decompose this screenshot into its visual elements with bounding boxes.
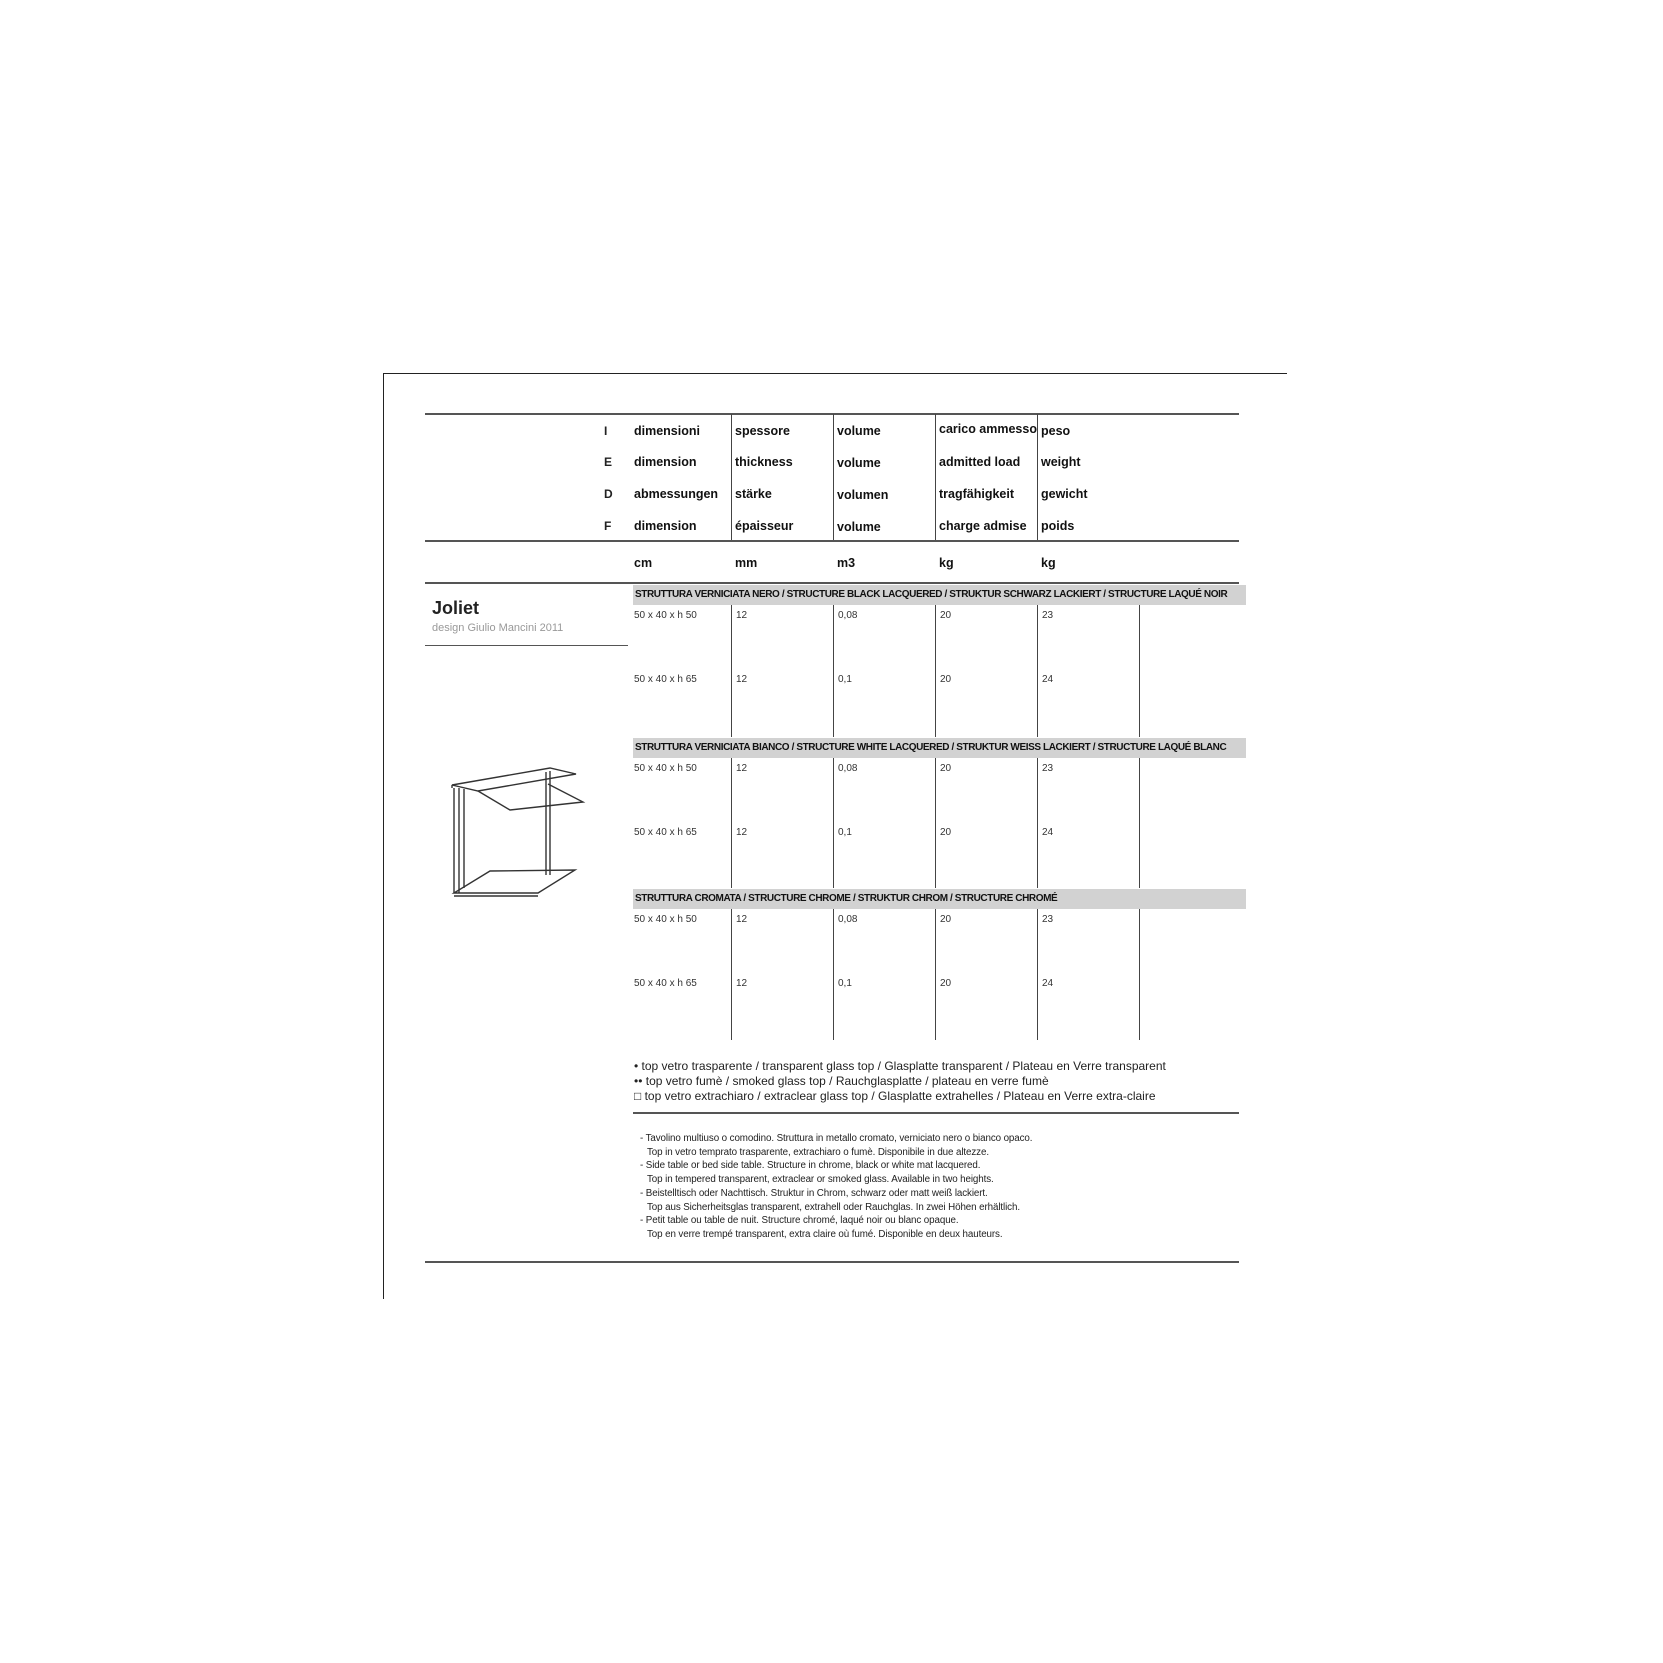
product-name: Joliet (432, 598, 480, 618)
frame-left-border (383, 373, 384, 1299)
header-label: volumen (837, 488, 889, 502)
cell-thickness: 12 (736, 610, 748, 621)
cell-volume: 0,1 (838, 978, 852, 989)
cell-dimension: 50 x 40 x h 65 (634, 978, 697, 989)
cell-weight: 23 (1042, 763, 1054, 774)
header-label: thickness (735, 455, 793, 469)
header-label: weight (1041, 455, 1081, 469)
header-top-rule (425, 413, 1239, 415)
header-label: charge admise (939, 519, 1027, 533)
header-label: dimensioni (634, 424, 700, 438)
description-line: Top in tempered transparent, extraclear or smoked glass. Available in two heights. (647, 1174, 994, 1185)
cell-dimension: 50 x 40 x h 50 (634, 610, 697, 621)
description-line: - Beistelltisch oder Nachttisch. Struktur in Chrom, schwarz oder matt weiß lackiert. (640, 1188, 988, 1199)
table-col-sep (731, 909, 732, 1040)
cell-dimension: 50 x 40 x h 65 (634, 674, 697, 685)
table-col-sep (935, 758, 936, 888)
cell-weight: 24 (1042, 827, 1054, 838)
cell-load: 20 (940, 914, 952, 925)
side-table-drawing (440, 760, 600, 905)
header-label: poids (1041, 519, 1075, 533)
table-col-sep (833, 605, 834, 737)
header-label: abmessungen (634, 487, 719, 501)
header-col-sep (731, 414, 732, 540)
description-line: - Side table or bed side table. Structure in chrome, black or white mat lacquered. (640, 1160, 981, 1171)
units-bottom-rule (425, 582, 1239, 584)
header-label: admitted load (939, 455, 1021, 469)
cell-thickness: 12 (736, 978, 748, 989)
header-col-sep (833, 414, 834, 540)
lang-code-f: F (604, 519, 612, 533)
header-label: dimension (634, 455, 697, 469)
header-label: épaisseur (735, 519, 794, 533)
header-col-sep (935, 414, 936, 540)
description-line: - Tavolino multiuso o comodino. Struttura in metallo cromato, verniciato nero o bianco opaco. (640, 1133, 1033, 1144)
header-label: volume (837, 424, 881, 438)
description-line: Top in vetro temprato trasparente, extrachiaro o fumè. Disponibile in due altezze. (647, 1147, 989, 1158)
cell-weight: 24 (1042, 674, 1054, 685)
unit-label: kg (1041, 556, 1056, 570)
unit-label: kg (939, 556, 954, 570)
lang-code-d: D (604, 487, 613, 501)
description-line: Top en verre trempé transparent, extra claire où fumé. Disponible en deux hauteurs. (647, 1229, 1003, 1240)
note-line: • top vetro trasparente / transparent glass top / Glasplatte transparent / Plateau en Verre transparent (634, 1059, 1166, 1073)
lang-code-e: E (604, 455, 613, 469)
cell-thickness: 12 (736, 827, 748, 838)
table-col-sep (1037, 909, 1038, 1040)
cell-dimension: 50 x 40 x h 50 (634, 763, 697, 774)
cell-volume: 0,08 (838, 763, 858, 774)
cell-weight: 23 (1042, 610, 1054, 621)
cell-volume: 0,1 (838, 674, 852, 685)
table-col-sep (1139, 909, 1140, 1040)
frame-top-border (383, 373, 1287, 374)
footer-rule (425, 1261, 1239, 1263)
table-col-sep (1139, 758, 1140, 888)
description-line: Top aus Sicherheitsglas transparent, extrahell oder Rauchglas. In zwei Höhen erhältlich. (647, 1202, 1020, 1213)
header-label: stärke (735, 487, 772, 501)
note-line: □ top vetro extrachiaro / extraclear glass top / Glasplatte extrahelles / Plateau en Verre extra-claire (634, 1089, 1156, 1103)
header-label: dimension (634, 519, 697, 533)
lang-code-i: I (604, 424, 608, 438)
header-label: carico ammesso (939, 422, 1037, 436)
table-col-sep (1139, 605, 1140, 737)
section-title-chrome: STRUTTURA CROMATA / STRUCTURE CHROME / STRUKTUR CHROM / STRUCTURE CHROMÉ (633, 889, 1246, 909)
table-col-sep (1037, 605, 1038, 737)
unit-label: m3 (837, 556, 856, 570)
cell-volume: 0,1 (838, 827, 852, 838)
cell-load: 20 (940, 674, 952, 685)
cell-thickness: 12 (736, 763, 748, 774)
table-col-sep (1037, 758, 1038, 888)
header-col-sep (1037, 414, 1038, 540)
table-col-sep (833, 758, 834, 888)
cell-load: 20 (940, 978, 952, 989)
header-label: gewicht (1041, 487, 1088, 501)
table-col-sep (935, 909, 936, 1040)
header-label: peso (1041, 424, 1071, 438)
cell-weight: 23 (1042, 914, 1054, 925)
cell-load: 20 (940, 763, 952, 774)
cell-dimension: 50 x 40 x h 50 (634, 914, 697, 925)
cell-volume: 0,08 (838, 610, 858, 621)
header-label: volume (837, 520, 881, 534)
note-line: •• top vetro fumè / smoked glass top / Rauchglasplatte / plateau en verre fumè (634, 1074, 1049, 1088)
header-bottom-rule (425, 540, 1239, 542)
cell-thickness: 12 (736, 674, 748, 685)
cell-load: 20 (940, 827, 952, 838)
header-label: tragfähigkeit (939, 487, 1015, 501)
table-col-sep (731, 605, 732, 737)
product-designer: design Giulio Mancini 2011 (432, 622, 564, 634)
unit-label: mm (735, 556, 758, 570)
unit-label: cm (634, 556, 653, 570)
section-title-white: STRUTTURA VERNICIATA BIANCO / STRUCTURE WHITE LACQUERED / STRUKTUR WEISS LACKIERT / STRUCTURE LAQUÉ BLANC (633, 738, 1246, 758)
table-col-sep (935, 605, 936, 737)
cell-volume: 0,08 (838, 914, 858, 925)
description-line: - Petit table ou table de nuit. Structure chromé, laqué noir ou blanc opaque. (640, 1215, 959, 1226)
cell-dimension: 50 x 40 x h 65 (634, 827, 697, 838)
table-col-sep (731, 758, 732, 888)
header-label: spessore (735, 424, 790, 438)
header-label: volume (837, 456, 881, 470)
cell-load: 20 (940, 610, 952, 621)
section-title-black: STRUTTURA VERNICIATA NERO / STRUCTURE BLACK LACQUERED / STRUKTUR SCHWARZ LACKIERT / STRUCTURE LAQUÉ NOIR (633, 585, 1246, 605)
table-col-sep (833, 909, 834, 1040)
product-rule (425, 645, 628, 646)
cell-weight: 24 (1042, 978, 1054, 989)
notes-rule (633, 1112, 1239, 1114)
cell-thickness: 12 (736, 914, 748, 925)
